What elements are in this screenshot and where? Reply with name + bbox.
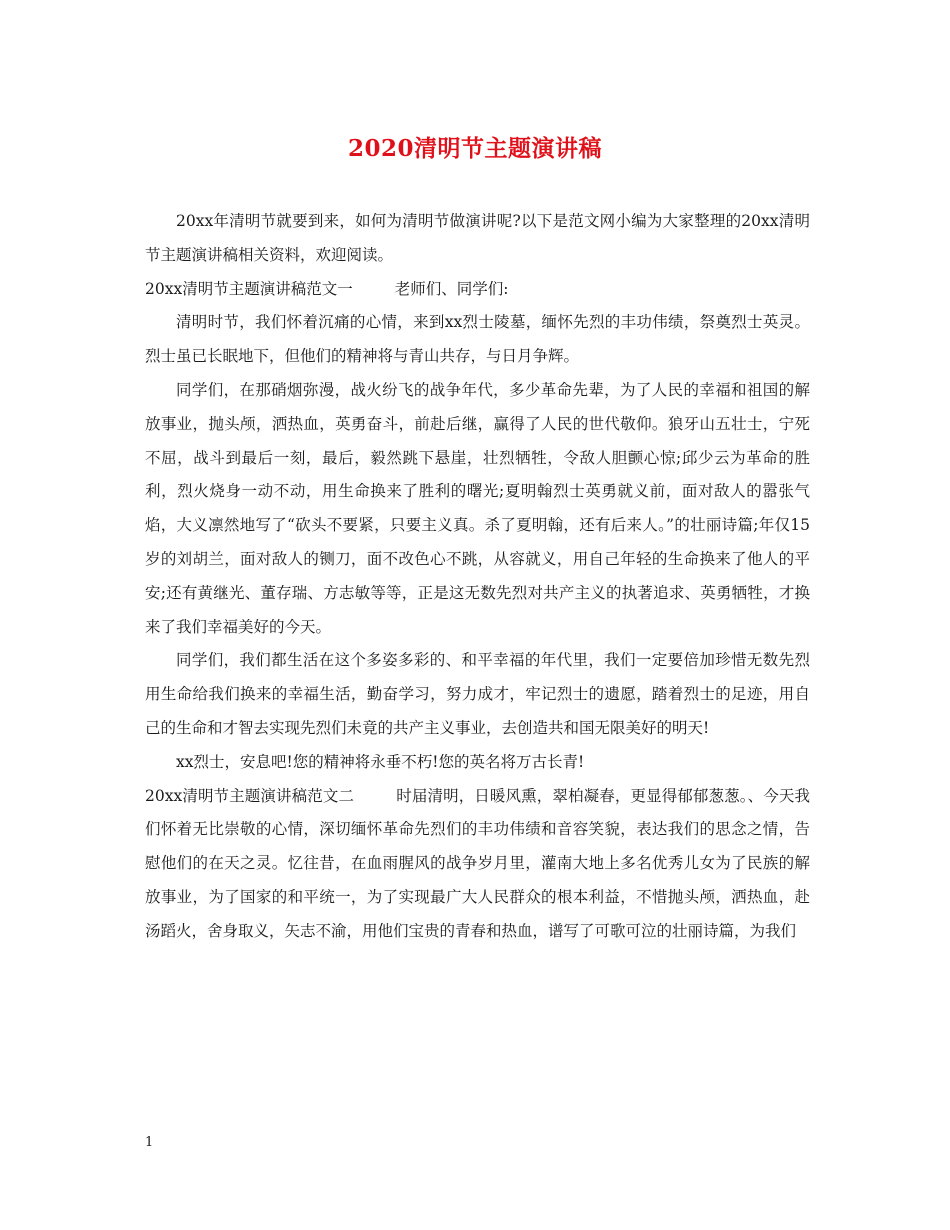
intro-paragraph: 20xx年清明节就要到来，如何为清明节做演讲呢?以下是范文网小编为大家整理的20xx清明节主题演讲稿相关资料，欢迎阅读。 <box>145 212 810 264</box>
sample1-salutation: 老师们、同学们: <box>394 279 509 298</box>
paragraph-3: 同学们，我们都生活在这个多姿多彩的、和平幸福的年代里，我们一定要倍加珍惜无数先烈用生命给我们换来的幸福生活，勤奋学习，努力成才，牢记烈士的遗愿，踏着烈士的足迹，用自己的生命和才智去实现先烈们未竟的共产主义事业，去创造共和国无限美好的明天! <box>145 651 810 737</box>
sample1-heading: 20xx清明节主题演讲稿范文一 <box>145 279 353 298</box>
paragraph-1: 清明时节，我们怀着沉痛的心情，来到xx烈士陵墓，缅怀先烈的丰功伟绩，祭奠烈士英灵。烈士虽已长眠地下，但他们的精神将与青山共存，与日月争辉。 <box>145 313 810 366</box>
sample2-text: 时届清明，日暖风熏，翠柏凝春，更显得郁郁葱葱。、今天我们怀着无比崇敬的心情，深切缅怀革命先烈们的丰功伟绩和音容笑貌，表达我们的思念之情，告慰他们的在天之灵。忆往昔，在血雨腥风的战争岁月里，灌南大地上多名优秀儿女为了民族的解放事业，为了国家的和平统一，为了实现最广大人民群众的根本利益，不惜抛头颅，洒热血，赴汤蹈火，舍身取义，矢志不渝，用他们宝贵的青春和热血，谱写了可歌可泣的壮丽诗篇，为我们 <box>145 786 810 940</box>
document-title: 2020清明节主题演讲稿 <box>347 135 602 162</box>
paragraph-2: 同学们，在那硝烟弥漫，战火纷飞的战争年代，多少革命先辈，为了人民的幸福和祖国的解放事业，抛头颅，洒热血，英勇奋斗，前赴后继，赢得了人民的世代敬仰。狼牙山五壮士，宁死不屈，战斗到最后一刻，最后，毅然跳下悬崖，壮烈牺牲，令敌人胆颤心惊;邱少云为革命的胜利，烈火烧身一动不动，用生命换来了胜利的曙光;夏明翰烈士英勇就义前，面对敌人的嚣张气焰，大义凛然地写了“砍头不要紧，只要主义真。杀了夏明翰，还有后来人。”的壮丽诗篇;年仅15岁的刘胡兰，面对敌人的铡刀，面不改色心不跳，从容就义，用自己年轻的生命换来了他人的平安;还有黄继光、董存瑞、方志敏等等，正是这无数先烈对共产主义的执著追求、英勇牺牲，才换来了我们幸福美好的今天。 <box>145 380 810 636</box>
paragraph-4: xx烈士，安息吧!您的精神将永垂不朽!您的英名将万古长青! <box>176 752 585 771</box>
page-number: 1 <box>145 1135 154 1150</box>
sample1-heading-line <box>145 273 810 307</box>
document-body <box>145 205 810 949</box>
sample2-paragraph <box>145 780 810 949</box>
sample2-heading: 20xx清明节主题演讲稿范文二 <box>145 786 355 805</box>
